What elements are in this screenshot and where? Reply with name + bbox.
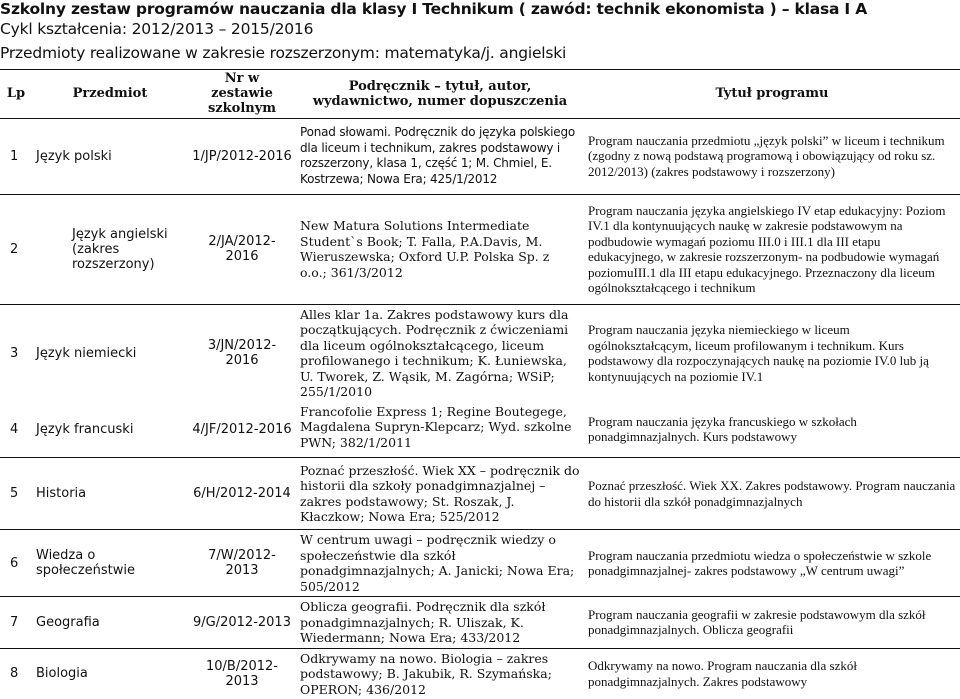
row-book: Poznać przeszłość. Wiek XX – podręcznik do historii dla szkoły ponadgimnazjalnej – zakres podstawowy; St. Roszak, J. Kłaczkow; Nowa Era; 525/2012 <box>296 458 584 530</box>
column-header-nr: Nr w zestawie szkolnym <box>188 70 296 118</box>
table-row <box>0 530 960 597</box>
column-header-book: Podręcznik – tytuł, autor, wydawnictwo, numer dopuszczenia <box>296 70 584 118</box>
table-row <box>0 194 960 304</box>
row-book: Odkrywamy na nowo. Biologia – zakres podstawowy; B. Jakubik, R. Szymańska; OPERON; 436/2012 <box>300 650 552 697</box>
row-lp: 8 <box>10 666 19 682</box>
row-nr: 10/B/2012-2013 <box>206 658 278 689</box>
row-nr: 9/G/2012-2013 <box>188 597 296 649</box>
row-program: Program nauczania przedmiotu „język polski” w liceum i technikum (zgodny z nową podstawą programową i obowiązujący od roku sz. 2012/2013) (zakres podstawowy i rozszerzony) <box>584 118 960 194</box>
row-lp: 7 <box>0 597 32 649</box>
row-book: W centrum uwagi – podręcznik wiedzy o społeczeństwie dla szkół ponadgimnazjalnych; A. Janicki; Nowa Era; 505/2012 <box>296 530 584 597</box>
row-subject: Język niemiecki <box>36 345 137 361</box>
table-row <box>0 402 960 458</box>
row-subject: Geografia <box>32 597 188 649</box>
row-subject: Język angielski (zakres rozszerzony) <box>32 194 188 304</box>
row-lp: 6 <box>0 530 32 597</box>
row-book: Alles klar 1a. Zakres podstawowy kurs dla początkujących. Podręcznik z ćwiczeniami dla liceum ogólnokształcącego, liceum profilowanego i technikum; K. Łuniewska, U. Tworek, Z. Wąsik, M. Zagórna; WSiP; 255/1/2010 <box>300 306 569 399</box>
row-lp: 3 <box>10 345 19 361</box>
row-program: Program nauczania języka francuskiego w szkołach ponadgimnazjalnych. Kurs podstawowy <box>584 402 960 458</box>
row-lp: 4 <box>0 402 32 458</box>
row-nr: 3/JN/2012-2016 <box>207 338 277 368</box>
column-header-lp: Lp <box>0 70 32 118</box>
row-program: Program nauczania geografii w zakresie podstawowym dla szkół ponadgimnazjalnych. Oblicza geografii <box>584 597 960 649</box>
table-row <box>0 597 960 649</box>
row-nr: 2/JA/2012-2016 <box>188 194 296 304</box>
row-nr: 4/JF/2012-2016 <box>188 402 296 458</box>
row-program: Program nauczania przedmiotu wiedza o społeczeństwie w szkole ponadgimnazjalnej- zakres podstawowy „W centrum uwagi” <box>584 530 960 597</box>
row-program: Program nauczania języka niemieckiego w liceum ogólnokształcącym, liceum profilowanym i technikum. Kurs podstawowy dla rozpoczynających naukę na poziomie IV.0 lub ją kontynuujących na poziomie IV.1 <box>588 322 929 384</box>
table-row <box>0 458 960 530</box>
row-book: Ponad słowami. Podręcznik do języka polskiego dla liceum i technikum, zakres podstawowy i rozszerzony, klasa 1, część 1; M. Chmiel, E. Kostrzewa; Nowa Era; 425/1/2012 <box>296 118 584 194</box>
table-row <box>0 118 960 194</box>
curriculum-table <box>0 69 960 697</box>
row-nr: 6/H/2012-2014 <box>188 458 296 530</box>
row-subject: Język polski <box>32 118 188 194</box>
row-subject: Biologia <box>36 666 88 682</box>
education-cycle: Cykl kształcenia: 2012/2013 – 2015/2016 <box>0 20 314 38</box>
document-title: Szkolny zestaw programów nauczania dla klasy I Technikum ( zawód: technik ekonomista ) – klasa I A <box>0 0 867 18</box>
column-header-subject: Przedmiot <box>32 70 188 118</box>
extended-subjects: Przedmioty realizowane w zakresie rozszerzonym: matematyka/j. angielski <box>0 44 567 62</box>
row-book: Oblicza geografii. Podręcznik dla szkół ponadgimnazjalnych; R. Uliszak, K. Wiedermann; Nowa Era; 433/2012 <box>296 597 584 649</box>
row-lp: 2 <box>0 194 32 304</box>
row-book: Francofolie Express 1; Regine Boutegege, Magdalena Supryn-Klepcarz; Wyd. szkolne PWN; 382/1/2011 <box>296 402 584 458</box>
row-program: Program nauczania języka angielskiego IV etap edukacyjny: Poziom IV.1 dla kontynuujących naukę w zakresie podstawowym na podbudowie wymagań poziomu III.0 i III.1 dla III etapu edukacyjnego, w zakresie rozszerzonym- na podbudowie wymagań poziomuIII.1 dla III etapu edukacyjnego. Przeznaczony dla liceum ogólnokształcącego i technikum <box>584 194 960 304</box>
row-program: Poznać przeszłość. Wiek XX. Zakres podstawowy. Program nauczania do historii dla szkół ponadgimnazjalnych <box>584 458 960 530</box>
row-lp: 5 <box>0 458 32 530</box>
row-subject: Wiedza o społeczeństwie <box>32 530 188 597</box>
row-program: Odkrywamy na nowo. Program nauczania dla szkół ponadgimnazjalnych. Zakres podstawowy <box>588 658 857 689</box>
row-nr: 7/W/2012-2013 <box>188 530 296 597</box>
row-subject: Język francuski <box>32 402 188 458</box>
row-subject: Historia <box>32 458 188 530</box>
column-header-program: Tytuł programu <box>584 70 960 118</box>
row-nr: 1/JP/2012-2016 <box>188 118 296 194</box>
row-book: New Matura Solutions Intermediate Student`s Book; T. Falla, P.A.Davis, M. Wieruszewska; Oxford U.P. Polska Sp. z o.o.; 361/3/2012 <box>296 194 584 304</box>
row-lp: 1 <box>0 118 32 194</box>
table-row <box>0 304 960 402</box>
